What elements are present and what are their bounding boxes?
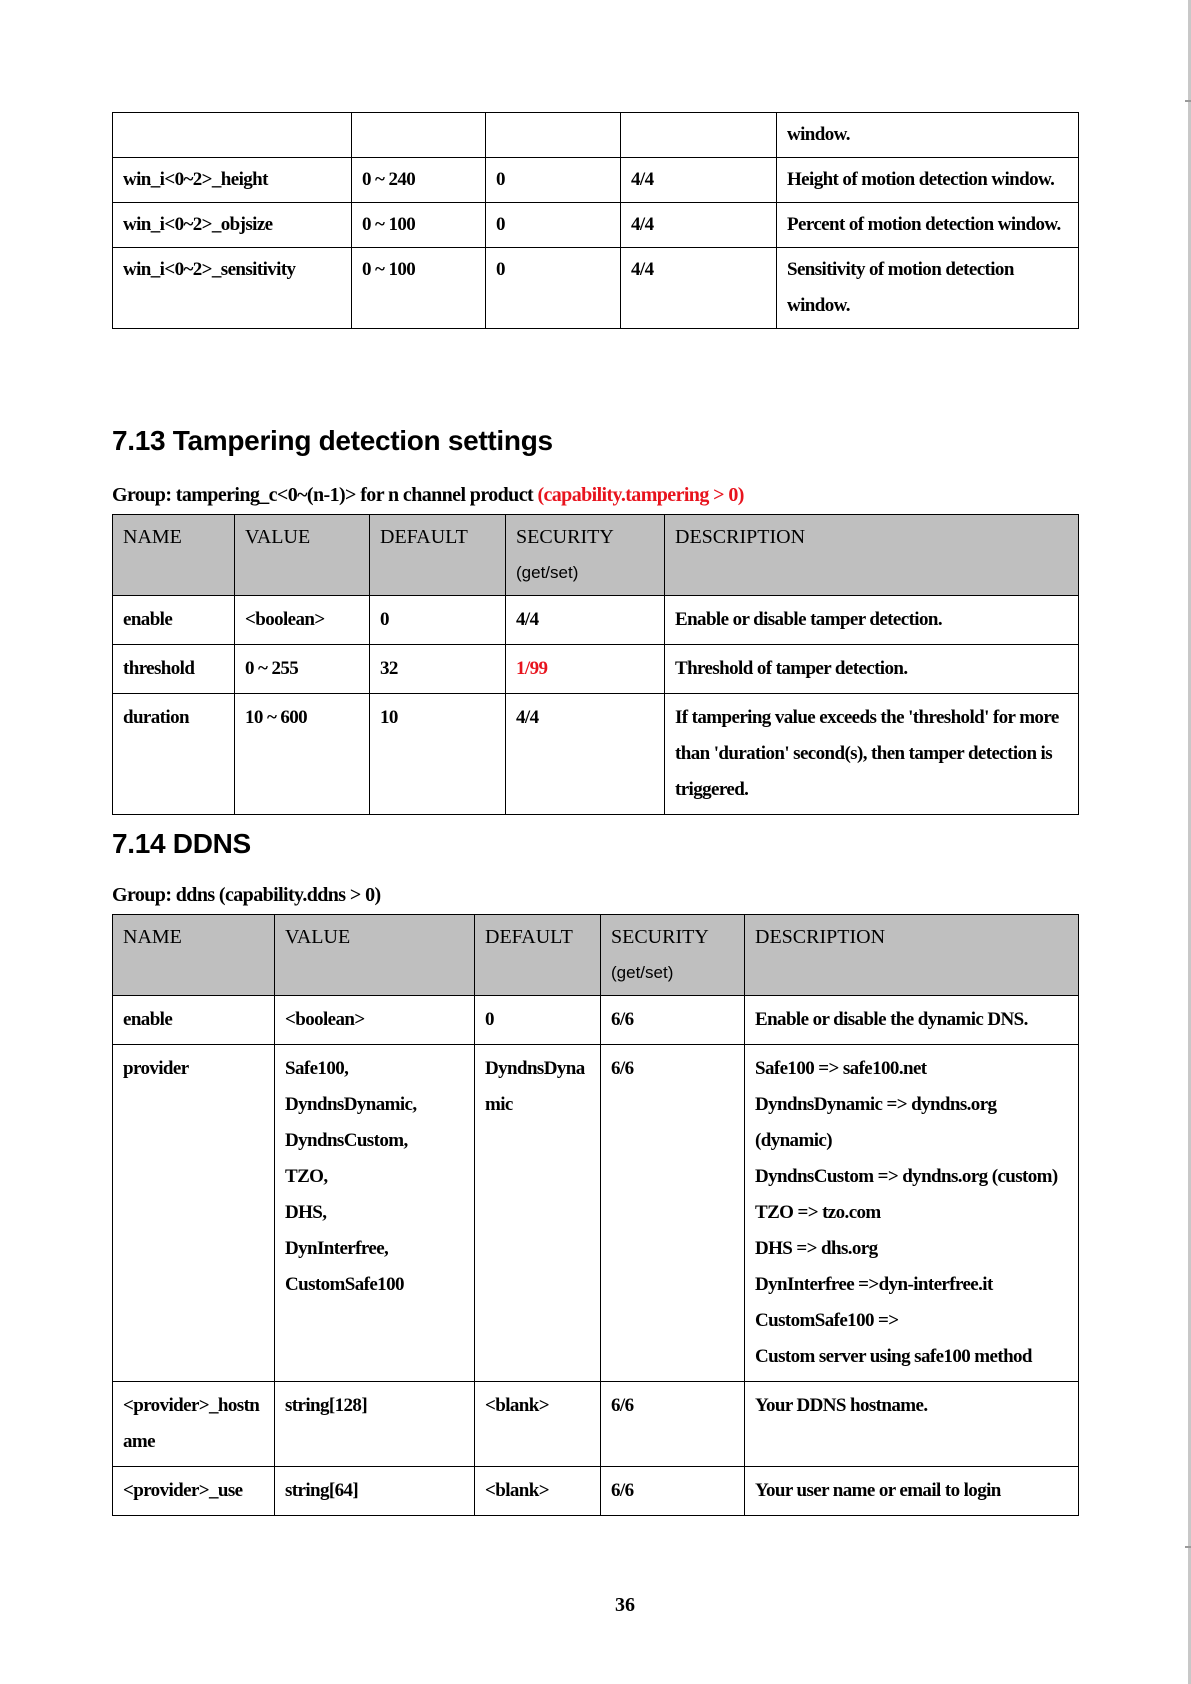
param-default: 10 xyxy=(370,694,506,815)
table-header-row xyxy=(113,915,1079,996)
section-heading-ddns: 7.14 DDNS xyxy=(112,828,251,859)
table-row xyxy=(113,645,1079,694)
table-row xyxy=(113,1467,1079,1516)
description-line: Custom server using safe100 method xyxy=(755,1346,1032,1367)
param-name: win_i<0~2>_objsize xyxy=(113,203,352,248)
page-edge-tick xyxy=(1185,100,1191,102)
table-row xyxy=(113,1045,1079,1382)
param-value: 0 ~ 100 xyxy=(352,203,486,248)
param-value: 0 ~ 100 xyxy=(352,248,486,329)
param-default: 0 xyxy=(475,996,601,1045)
param-name: win_i<0~2>_sensitivity xyxy=(113,248,352,329)
provider-option: TZO, xyxy=(285,1166,328,1187)
description-line: DyndnsDynamic => dyndns.org (dynamic) xyxy=(755,1094,997,1151)
page-number: 36 xyxy=(615,1594,635,1616)
param-name: win_i<0~2>_height xyxy=(113,158,352,203)
param-name: <provider>_hostname xyxy=(113,1382,275,1467)
param-security: 6/6 xyxy=(601,996,745,1045)
provider-option: DynInterfree, xyxy=(285,1238,389,1259)
column-header: DESCRIPTION xyxy=(745,915,1079,996)
ddns-table xyxy=(112,914,1079,1516)
param-default: 32 xyxy=(370,645,506,694)
table-cell: window. xyxy=(777,113,1079,158)
param-default: 0 xyxy=(370,596,506,645)
provider-option: CustomSafe100 xyxy=(285,1274,404,1295)
param-name: enable xyxy=(113,996,275,1045)
column-header: DESCRIPTION xyxy=(665,515,1079,596)
param-security: 4/4 xyxy=(621,203,777,248)
column-header-label: SECURITY xyxy=(611,926,709,948)
table-row xyxy=(113,694,1079,815)
provider-option: Safe100, xyxy=(285,1058,349,1079)
param-default: 0 xyxy=(486,248,621,329)
section-heading-tampering: 7.13 Tampering detection settings xyxy=(112,425,553,456)
param-description: Your user name or email to login xyxy=(745,1467,1079,1516)
column-header: VALUE xyxy=(235,515,370,596)
param-description: Threshold of tamper detection. xyxy=(665,645,1079,694)
param-description: Your DDNS hostname. xyxy=(745,1382,1079,1467)
table-row xyxy=(113,158,1079,203)
group-capability: (capability.tampering > 0) xyxy=(537,484,744,506)
param-description: Height of motion detection window. xyxy=(777,158,1079,203)
group-line-ddns: Group: ddns (capability.ddns > 0) xyxy=(112,884,381,906)
param-default: 0 xyxy=(486,158,621,203)
table-cell xyxy=(621,113,777,158)
description-line: DyndnsCustom => dyndns.org (custom) xyxy=(755,1166,1058,1187)
param-name: enable xyxy=(113,596,235,645)
param-security: 1/99 xyxy=(506,645,665,694)
table-row xyxy=(113,596,1079,645)
param-default: DyndnsDynamic xyxy=(475,1045,601,1382)
param-description: Percent of motion detection window. xyxy=(777,203,1079,248)
param-security: 6/6 xyxy=(601,1467,745,1516)
description-line: Safe100 => safe100.net xyxy=(755,1058,927,1079)
column-header-security xyxy=(506,515,665,596)
param-default: <blank> xyxy=(475,1382,601,1467)
motion-window-table xyxy=(112,112,1079,329)
param-value: string[64] xyxy=(275,1467,475,1516)
column-header-label: SECURITY xyxy=(516,526,614,548)
param-security: 4/4 xyxy=(506,694,665,815)
table-header-row xyxy=(113,515,1079,596)
param-security: 4/4 xyxy=(621,248,777,329)
table-row xyxy=(113,248,1079,329)
param-value: string[128] xyxy=(275,1382,475,1467)
column-header-subtitle: (get/set) xyxy=(516,563,579,582)
column-header-security xyxy=(601,915,745,996)
column-header: DEFAULT xyxy=(475,915,601,996)
param-security: 6/6 xyxy=(601,1382,745,1467)
table-row xyxy=(113,1382,1079,1467)
column-header: NAME xyxy=(113,915,275,996)
param-description: Enable or disable the dynamic DNS. xyxy=(745,996,1079,1045)
provider-option: DHS, xyxy=(285,1202,327,1223)
column-header: VALUE xyxy=(275,915,475,996)
table-row xyxy=(113,113,1079,158)
description-line: CustomSafe100 => xyxy=(755,1310,899,1331)
provider-option: DyndnsCustom, xyxy=(285,1130,408,1151)
param-description: Enable or disable tamper detection. xyxy=(665,596,1079,645)
param-value xyxy=(275,1045,475,1382)
table-row xyxy=(113,203,1079,248)
tampering-table xyxy=(112,514,1079,815)
param-value: <boolean> xyxy=(235,596,370,645)
group-line-tampering xyxy=(112,484,744,507)
provider-option: DyndnsDynamic, xyxy=(285,1094,417,1115)
param-default: <blank> xyxy=(475,1467,601,1516)
param-value: <boolean> xyxy=(275,996,475,1045)
table-cell xyxy=(352,113,486,158)
table-row xyxy=(113,996,1079,1045)
param-description xyxy=(745,1045,1079,1382)
column-header: NAME xyxy=(113,515,235,596)
table-cell xyxy=(113,113,352,158)
page-edge-tick xyxy=(1185,1546,1191,1548)
description-line: DynInterfree =>dyn-interfree.it xyxy=(755,1274,993,1295)
param-description: Sensitivity of motion detection window. xyxy=(777,248,1079,329)
param-name: threshold xyxy=(113,645,235,694)
param-name: provider xyxy=(113,1045,275,1382)
column-header: DEFAULT xyxy=(370,515,506,596)
column-header-subtitle: (get/set) xyxy=(611,963,674,982)
group-text: Group: tampering_c<0~(n-1)> for n channel product xyxy=(112,484,538,506)
table-cell xyxy=(486,113,621,158)
param-security: 4/4 xyxy=(621,158,777,203)
description-line: DHS => dhs.org xyxy=(755,1238,878,1259)
param-name: <provider>_use xyxy=(113,1467,275,1516)
param-value: 10 ~ 600 xyxy=(235,694,370,815)
param-value: 0 ~ 255 xyxy=(235,645,370,694)
description-line: TZO => tzo.com xyxy=(755,1202,881,1223)
param-description: If tampering value exceeds the 'threshold' for more than 'duration' second(s), then tamper detection is triggered. xyxy=(665,694,1079,815)
param-security: 4/4 xyxy=(506,596,665,645)
param-value: 0 ~ 240 xyxy=(352,158,486,203)
param-security: 6/6 xyxy=(601,1045,745,1382)
param-name: duration xyxy=(113,694,235,815)
param-default: 0 xyxy=(486,203,621,248)
